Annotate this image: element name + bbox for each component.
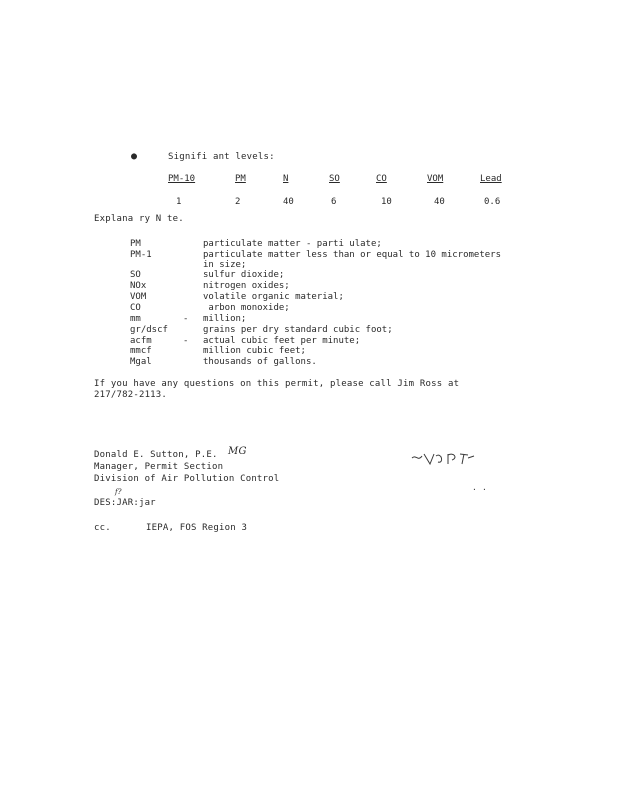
typist-reference: DES:JAR:jar [94, 498, 156, 508]
abbr-so2: SO [130, 270, 141, 280]
column-header-nox: N [283, 174, 289, 184]
def-acfm: actual cubic feet per minute; [203, 336, 361, 346]
column-header-co: CO [376, 174, 387, 184]
abbr-mgal: Mgal [130, 357, 152, 367]
signer-division: Division of Air Pollution Control [94, 474, 280, 484]
value-so2: 6 [331, 197, 337, 207]
def-pm10-cont: in size; [203, 260, 247, 270]
abbr-mm: mm [130, 314, 141, 324]
def-grdscf: grains per dry standard cubic foot; [203, 325, 393, 335]
signer-title: Manager, Permit Section [94, 462, 224, 472]
value-co: 10 [381, 197, 392, 207]
def-pm10: particulate matter less than or equal to 10 micrometers [203, 250, 502, 260]
value-pm: 2 [235, 197, 241, 207]
typist-mark: f? [115, 488, 122, 496]
explanatory-note-heading: Explana ry N te. [94, 214, 184, 224]
def-pm: particulate matter - parti ulate; [203, 239, 382, 249]
value-pm10: 1 [176, 197, 182, 207]
column-header-pm10: PM-10 [168, 174, 196, 184]
def-mm: million; [203, 314, 247, 324]
def-vom: volatile organic material; [203, 292, 344, 302]
value-lead: 0.6 [484, 197, 501, 207]
abbr-co: CO [130, 303, 141, 313]
handwritten-signature-icon [408, 448, 480, 472]
contact-line-1: If you have any questions on this permit, please call Jim Ross at [94, 379, 460, 389]
handwritten-initials: MG [228, 446, 247, 457]
dash-mm: - [183, 314, 189, 324]
column-header-so2: SO [329, 174, 340, 184]
cc-recipient: IEPA, FOS Region 3 [146, 523, 248, 533]
def-co: arbon monoxide; [203, 303, 290, 313]
abbr-grdscf: gr/dscf [130, 325, 168, 335]
def-so2: sulfur dioxide; [203, 270, 285, 280]
abbr-pm: PM [130, 239, 141, 249]
abbr-vom: VOM [130, 292, 147, 302]
significant-levels-heading: Signifi ant levels: [168, 152, 275, 162]
abbr-nox: NOx [130, 281, 147, 291]
abbr-pm10: PM-1 [130, 250, 152, 260]
value-nox: 40 [283, 197, 294, 207]
column-header-pm: PM [235, 174, 246, 184]
abbr-mmcf: mmcf [130, 346, 152, 356]
abbr-acfm: acfm [130, 336, 152, 346]
bullet-icon: ● [131, 151, 138, 162]
value-vom: 40 [434, 197, 445, 207]
column-header-vom: VOM [427, 174, 444, 184]
small-mark: . . [472, 483, 488, 492]
def-mgal: thousands of gallons. [203, 357, 317, 367]
cc-label: cc. [94, 523, 111, 533]
contact-line-2: 217/782-2113. [94, 390, 168, 400]
column-header-lead: Lead [480, 174, 502, 184]
def-nox: nitrogen oxides; [203, 281, 290, 291]
signer-name: Donald E. Sutton, P.E. [94, 450, 218, 460]
dash-acfm: - [183, 336, 189, 346]
def-mmcf: million cubic feet; [203, 346, 306, 356]
